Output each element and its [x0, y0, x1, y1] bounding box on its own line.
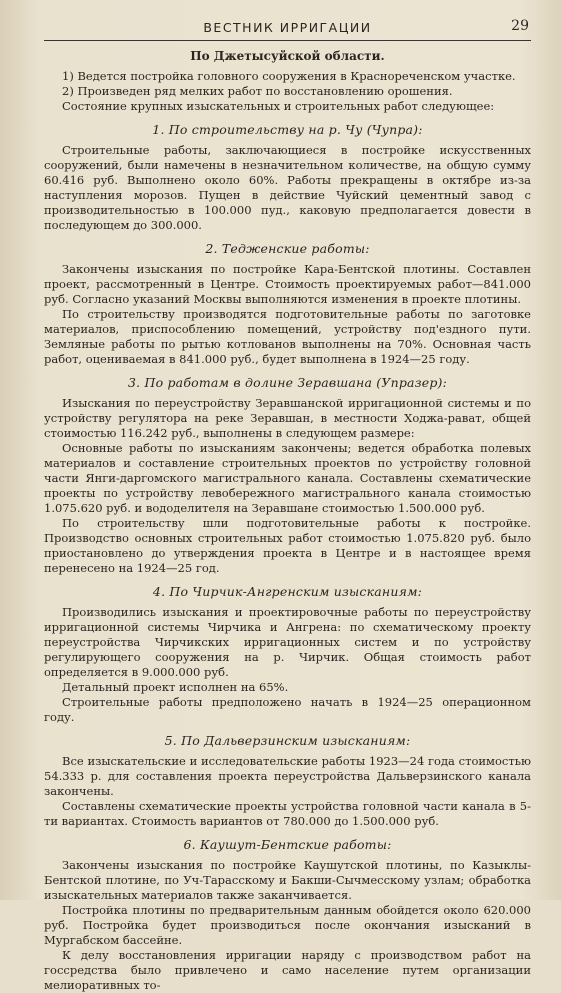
region-title: По Джетысуйской области. [190, 49, 385, 63]
section-title: 2. Теджeнские работы: [205, 241, 370, 256]
paragraph: Строительные работы, заключающиеся в постройке искусственных сооружений, были намечены в незначительном количестве, на общую сумму 60.416 руб. Выполнено около 60%. Работы прекращены в октябре из-за наступления морозов. Пущен в действие Чуйский цементный завод с производительностью в 100.000 пуд., каковую предполагается довести в последующем до 300.000. [44, 143, 531, 232]
section-title: 5. По Дальверзинским изысканиям: [164, 733, 411, 748]
running-header [44, 18, 531, 41]
paragraph: Изыскания по переустройству Зеравшанской ирригационной системы и по устройству регулятора на реке Зеравшан, в местности Ходжа-рават, общей стоимостью 116.242 руб., выполнены в следующем размере: [44, 396, 531, 440]
paragraph: По строительству производятся подготовительные работы по заготовке материалов, приспособлению помещений, устройству под'ездного пути. Земляные работы по рытью котлованов выполнены на 70%. Основная часть работ, оцениваемая в 841.000 руб., будет выполнена в 1924—25 году. [44, 307, 531, 366]
paragraph: Детальный проект исполнен на 65%. [62, 680, 289, 694]
section-title: 4. По Чирчик-Ангренским изысканиям: [152, 584, 423, 599]
paragraph: Производились изыскания и проектировочные работы по переустройству ирригационной системы Чирчика и Ангрена: по схематическому проекту переустройства Чирчикских ирригационных систем и по устройству регулирующего сооружения на р. Чирчик. Общая стоимость работ определяется в 9.000.000 руб. [44, 605, 531, 679]
paragraph: Составлены схематические проекты устройства головной части канала в 5-ти вариантах. Стоимость вариантов от 780.000 до 1.500.000 руб. [44, 799, 531, 828]
section-title: 6. Каушут-Бентские работы: [183, 837, 392, 852]
paragraph: Постройка плотины по предварительным данным обойдется около 620.000 руб. Постройка будет производиться после окончания изысканий в Мургабском бассейне. [44, 903, 531, 947]
intro-line: 1) Ведется постройка головного сооружения в Краснореченском участке. [62, 69, 516, 83]
paragraph: Закончены изыскания по постройке Кара-Бентской плотины. Составлен проект, рассмотренный в Центре. Стоимость проектируемых работ—841.000 руб. Согласно указаний Москвы выполняются изменения в проекте плотины. [44, 262, 531, 306]
paragraph: Строительные работы предположено начать в 1924—25 операционном году. [44, 695, 531, 724]
paragraph: По строительству шли подготовительные работы к постройке. Производство основных строительных работ стоимостью 1.075.820 руб. было приостановлено до утверждения проекта в Центре и в настоящее время перенесено на 1924—25 год. [44, 516, 531, 575]
intro-line: 2) Произведен ряд мелких работ по восстановлению орошения. [62, 84, 453, 98]
journal-title: ВЕСТНИК ИРРИГАЦИИ [203, 20, 372, 35]
section-title: 1. По строительству на р. Чу (Чупра): [152, 122, 423, 137]
paragraph: Основные работы по изысканиям закончены; ведется обработка полевых материалов и составление строительных проектов по устройству головной части Янги-даргомского магистрального канала. Составлены схематические проекты по устройству левобережного магистрального канала стоимостью 1.075.620 руб. и вододелителя на Зеравшане стоимостью 1.500.000 руб. [44, 441, 531, 515]
intro-line: Состояние крупных изыскательных и строительных работ следующее: [62, 99, 495, 113]
paragraph: Закончены изыскания по постройке Каушутской плотины, по Казыклы-Бентской плотине, по Уч-Тарасскому и Бакши-Сычмесскому узлам; обработка изыскательных материалов также заканчивается. [44, 858, 531, 902]
section-title: 3. По работам в долине Зеравшана (Упразер): [127, 375, 448, 390]
paragraph: Все изыскательские и исследовательские работы 1923—24 года стоимостью 54.333 р. для составления проекта переустройства Дальверзинского канала закончены. [44, 754, 531, 798]
page-number: 29 [511, 18, 529, 34]
paragraph: К делу восстановления ирригации наряду с производством работ на госсредства было привлечено и само население путем организации мелиоративных то- [44, 948, 531, 992]
